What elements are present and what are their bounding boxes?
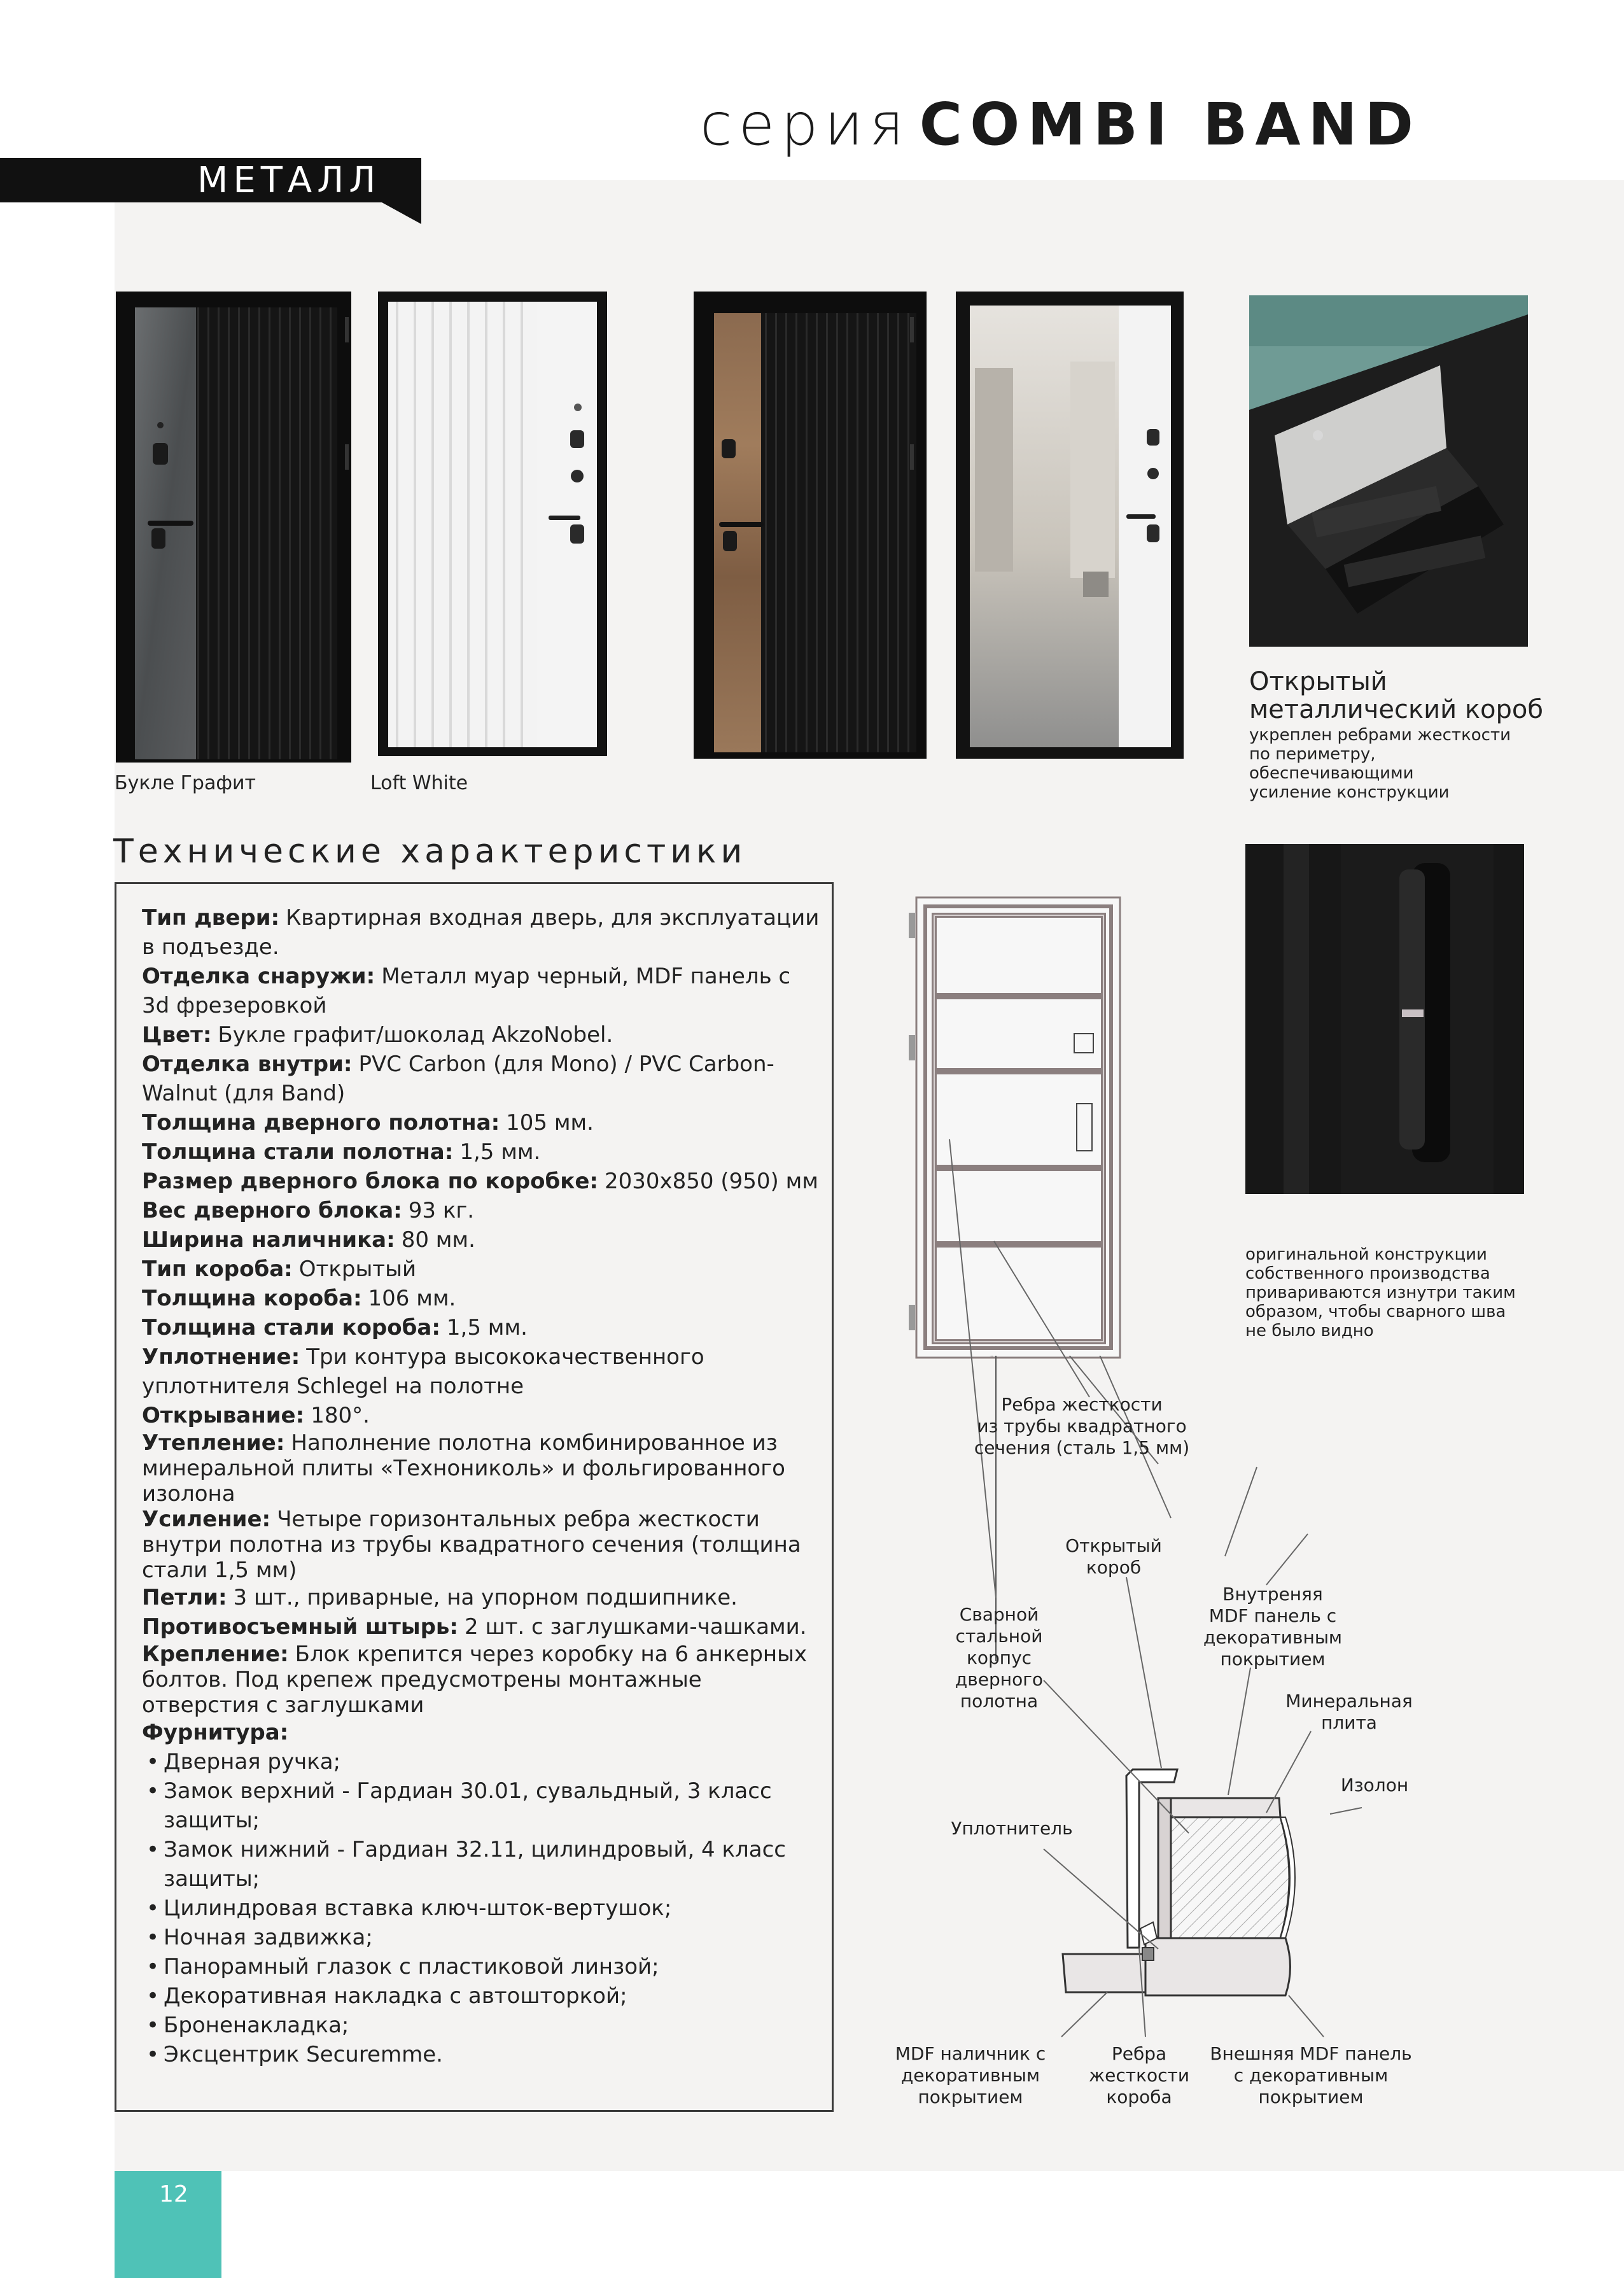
specs-title: Технические характеристики xyxy=(113,833,747,871)
open-box-title-line1: Открытый xyxy=(1249,667,1387,696)
hardware-item: • Дверная ручка; xyxy=(142,1747,823,1776)
label-outer-mdf xyxy=(1203,2043,1419,2108)
open-box-desc-line: обеспечивающими xyxy=(1249,764,1414,783)
spec-label: Тип двери: xyxy=(142,905,280,931)
hinge-desc-line: собственного производства xyxy=(1245,1264,1490,1283)
spec-value: Металл муар черный, MDF панель с 3d фрезеровкой xyxy=(142,964,791,1018)
label-seal xyxy=(935,1818,1088,1839)
spec-value: 2 шт. с заглушками-чашками. xyxy=(465,1614,807,1640)
label-inner-mdf xyxy=(1177,1584,1368,1670)
spec-label: Крепление: xyxy=(142,1642,289,1667)
spec-value: 105 мм. xyxy=(506,1110,594,1135)
label-outer-mdf-line: с декоративным xyxy=(1233,2065,1389,2086)
spec-value: 1,5 мм. xyxy=(459,1139,541,1165)
label-mineral-line: Минеральная xyxy=(1285,1691,1413,1712)
door-caption-loft-white: Loft White xyxy=(370,772,468,794)
spec-label: Толщина дверного полотна: xyxy=(142,1110,500,1135)
spec-label: Открывание: xyxy=(142,1403,305,1428)
spec-label: Отделка внутри: xyxy=(142,1051,353,1077)
label-outer-mdf-line: покрытием xyxy=(1258,2086,1364,2107)
spec-value: Четыре горизонтальных ребра жесткости внутри полотна из трубы квадратного сечения (толщина стали 1,5 мм) xyxy=(142,1507,801,1583)
open-box-title-line2: металлический короб xyxy=(1249,695,1543,724)
label-izolon xyxy=(1324,1775,1425,1796)
label-welded-body-line: дверного xyxy=(955,1669,1044,1690)
spec-value: 2030x850 (950) мм xyxy=(604,1169,818,1194)
page-number-tab xyxy=(115,2171,221,2278)
page-number: 12 xyxy=(159,2181,188,2207)
label-izolon-line: Изолон xyxy=(1340,1775,1409,1796)
hardware-item: • Броненакладка; xyxy=(142,2011,823,2040)
hardware-label: Фурнитура: xyxy=(142,1720,289,1745)
open-box-desc-line: по периметру, xyxy=(1249,745,1376,764)
spec-value: 3 шт., приварные, на упорном подшипнике. xyxy=(233,1585,738,1610)
hardware-item: • Ночная задвижка; xyxy=(142,1923,823,1952)
spec-value: PVC Carbon (для Mono) / PVC Carbon-Walnut (для Band) xyxy=(142,1051,774,1106)
spec-label: Отделка снаружи: xyxy=(142,964,375,989)
label-outer-mdf-line: Внешняя MDF панель xyxy=(1210,2043,1412,2064)
spec-label: Толщина короба: xyxy=(142,1286,362,1311)
spec-value: 93 кг. xyxy=(408,1198,475,1223)
label-ribs-line: Ребра жесткости xyxy=(1001,1394,1163,1415)
spec-value: Три контура высококачественного уплотнителя Schlegel на полотне xyxy=(142,1344,704,1399)
label-inner-mdf-line: Внутреняя xyxy=(1222,1584,1323,1605)
label-welded-body-line: корпус xyxy=(966,1647,1032,1668)
series-word: серия xyxy=(700,90,911,158)
spec-label: Толщина стали полотна: xyxy=(142,1139,454,1165)
spec-value: Букле графит/шоколад AkzoNobel. xyxy=(218,1022,613,1048)
label-ribs-line: сечения (сталь 1,5 мм) xyxy=(974,1437,1190,1458)
label-box-ribs-line: жесткости xyxy=(1088,2065,1190,2086)
label-box-ribs-line: Ребра xyxy=(1111,2043,1167,2064)
spec-value: Блок крепится через коробку на 6 анкерных болтов. Под крепеж предусмотрены монтажные отверстия с заглушками xyxy=(142,1642,808,1718)
spec-value: Наполнение полотна комбинированное из минеральной плиты «Технониколь» и фольгированного изолона xyxy=(142,1430,785,1507)
label-welded-body-line: стальной xyxy=(955,1626,1043,1647)
hardware-item: • Эксцентрик Securemme. xyxy=(142,2040,823,2069)
label-ribs-line: из трубы квадратного xyxy=(977,1416,1187,1437)
hardware-item: • Замок верхний - Гардиан 30.01, сувальдный, 3 класс защиты; xyxy=(142,1776,823,1835)
spec-value: 80 мм. xyxy=(401,1227,475,1253)
spec-label: Тип короба: xyxy=(142,1256,293,1282)
label-mineral xyxy=(1266,1691,1432,1734)
label-open-box xyxy=(1031,1535,1196,1578)
label-mdf-trim-line: покрытием xyxy=(918,2086,1023,2107)
spec-label: Цвет: xyxy=(142,1022,212,1048)
door-caption-graphite: Букле Графит xyxy=(115,772,256,794)
spec-label: Уплотнение: xyxy=(142,1344,300,1370)
hardware-item: • Замок нижний - Гардиан 32.11, цилиндровый, 4 класс защиты; xyxy=(142,1835,823,1894)
label-ribs xyxy=(961,1394,1203,1459)
hinge-desc-line: привариваются изнутри таким xyxy=(1245,1283,1516,1302)
spec-value: 180°. xyxy=(311,1403,370,1428)
spec-value: 1,5 мм. xyxy=(446,1315,528,1340)
label-box-ribs-line: короба xyxy=(1106,2086,1172,2107)
label-inner-mdf-line: покрытием xyxy=(1220,1649,1326,1670)
label-mdf-trim-line: MDF наличник с xyxy=(895,2043,1046,2064)
spec-label: Петли: xyxy=(142,1585,227,1610)
spec-label: Усиление: xyxy=(142,1507,271,1532)
category-label: МЕТАЛЛ xyxy=(197,160,381,201)
label-seal-line: Уплотнитель xyxy=(951,1818,1073,1839)
label-inner-mdf-line: MDF панель с xyxy=(1208,1605,1337,1626)
hinge-desc-line: оригинальной конструкции xyxy=(1245,1245,1487,1264)
hinge-desc-line: не было видно xyxy=(1245,1321,1374,1340)
open-box-desc-line: укреплен ребрами жесткости xyxy=(1249,726,1511,745)
label-open-box-line: Открытый xyxy=(1065,1535,1162,1556)
label-welded-body-line: полотна xyxy=(960,1691,1039,1712)
hardware-item: • Декоративная накладка с автошторкой; xyxy=(142,1981,823,2011)
spec-value: Квартирная входная дверь, для эксплуатации в подъезде. xyxy=(142,905,820,960)
spec-label: Вес дверного блока: xyxy=(142,1198,402,1223)
label-open-box-line: короб xyxy=(1086,1557,1142,1578)
spec-label: Размер дверного блока по коробке: xyxy=(142,1169,598,1194)
spec-value: Открытый xyxy=(298,1256,417,1282)
spec-label: Утепление: xyxy=(142,1430,285,1456)
label-mdf-trim-line: декоративным xyxy=(900,2065,1040,2086)
label-inner-mdf-line: декоративным xyxy=(1203,1627,1343,1648)
spec-label: Противосъемный штырь: xyxy=(142,1614,459,1640)
label-box-ribs xyxy=(1075,2043,1203,2108)
spec-value: 106 мм. xyxy=(368,1286,456,1311)
label-welded-body xyxy=(929,1604,1069,1712)
label-mineral-line: плита xyxy=(1321,1712,1377,1733)
label-welded-body-line: Сварной xyxy=(959,1604,1039,1625)
spec-label: Ширина наличника: xyxy=(142,1227,395,1253)
series-name: COMBI BAND xyxy=(919,90,1421,158)
spec-label: Толщина стали короба: xyxy=(142,1315,440,1340)
hardware-item: • Цилиндровая вставка ключ-шток-вертушок; xyxy=(142,1894,823,1923)
hinge-desc-line: образом, чтобы сварного шва xyxy=(1245,1302,1506,1321)
open-box-desc-line: усиление конструкции xyxy=(1249,783,1450,802)
hardware-item: • Панорамный глазок с пластиковой линзой; xyxy=(142,1952,823,1981)
label-mdf-trim xyxy=(885,2043,1056,2108)
